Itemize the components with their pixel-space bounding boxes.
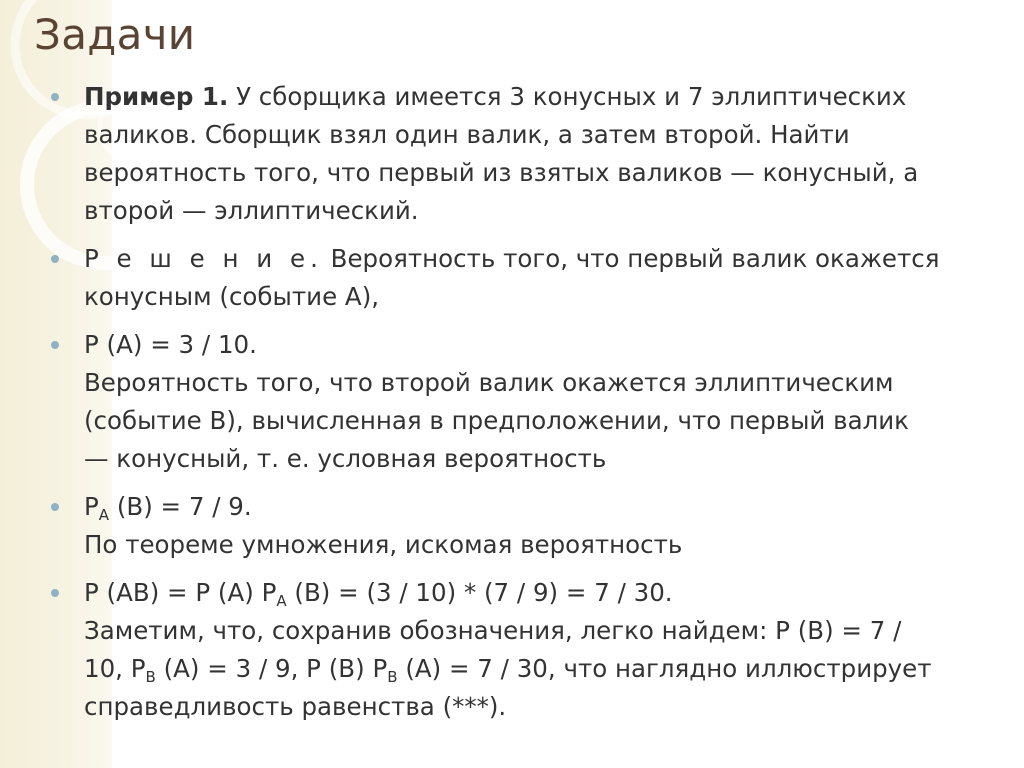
slide-title: Задачи	[34, 10, 196, 59]
list-item-solution	[48, 240, 948, 316]
text-line: — конусный, т. е. условная вероятность	[84, 444, 607, 473]
text-line: Пример 1. У сборщика имеется 3 конусных и 7 эллиптических	[84, 82, 907, 111]
list-item-product	[48, 574, 948, 726]
solution-lead: Р е ш е н и е.	[84, 244, 323, 273]
example-lead: Пример 1.	[84, 82, 229, 111]
text-line: конусным (событие А),	[84, 282, 380, 311]
bullet-icon	[51, 589, 59, 597]
text-line: Р е ш е н и е. Вероятность того, что первый валик окажется	[84, 244, 940, 273]
list-item-conditional	[48, 488, 948, 564]
text-line: справедливость равенства (***).	[84, 692, 507, 721]
text-line: По теореме умножения, искомая вероятность	[84, 530, 683, 559]
bullet-icon	[51, 503, 59, 511]
text-line: (событие В), вычисленная в предположении, что первый валик	[84, 406, 909, 435]
text-line: второй — эллиптический.	[84, 196, 419, 225]
bullet-icon	[51, 341, 59, 349]
list-item-example	[48, 78, 948, 230]
bullet-icon	[51, 255, 59, 263]
content-list	[48, 78, 948, 736]
formula-line: Р (АВ) = Р (А) $Р_А$ (В) = (3 / 10) * (7 / 9) = 7 / 30.	[84, 578, 673, 610]
formula-line: Р (А) = 3 / 10.	[84, 330, 257, 359]
text-line: валиков. Сборщик взял один валик, а затем второй. Найти	[84, 120, 850, 149]
text-line: вероятность того, что первый из взятых валиков — конусный, а	[84, 158, 919, 187]
text-line: Вероятность того, что второй валик окажется эллиптическим	[84, 368, 894, 397]
list-item-pa	[48, 326, 948, 478]
bullet-icon	[51, 93, 59, 101]
text-line: Заметим, что, сохранив обозначения, легко найдем: Р (В) = 7 /	[84, 616, 902, 645]
formula-line: $Р_А$ (В) = 7 / 9.	[84, 492, 252, 524]
formula-line: 10, $Р_В$ (А) = 3 / 9, Р (В) $Р_В$ (А) = 7 / 30, что наглядно иллюстрирует	[84, 654, 932, 686]
